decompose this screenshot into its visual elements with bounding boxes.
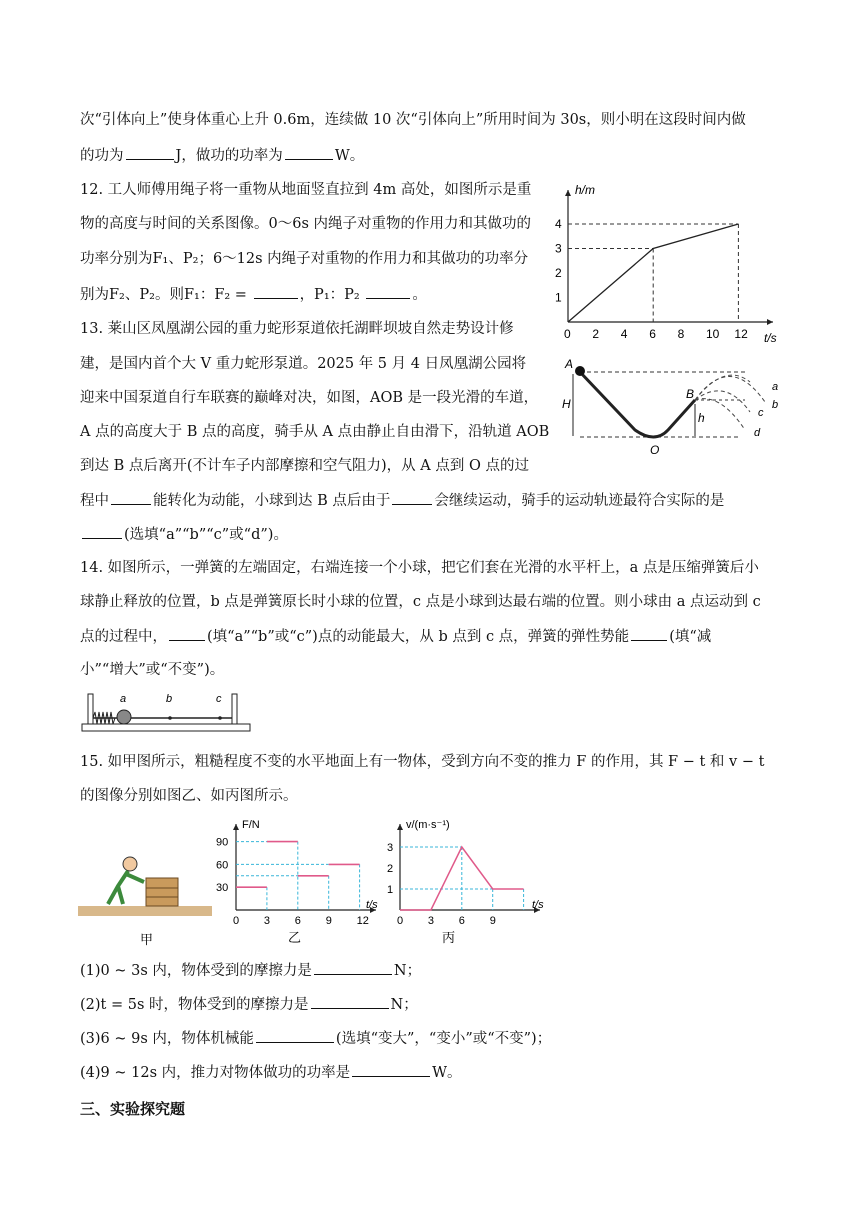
intro-text: 的功为 bbox=[80, 148, 124, 164]
label-b: b bbox=[772, 399, 779, 411]
x-axis-label: t/s bbox=[764, 331, 777, 345]
q14-text: (填“减 bbox=[669, 629, 712, 645]
box bbox=[146, 878, 178, 906]
q15-text: (选填“变大”，“变小”或“不变”)； bbox=[335, 1031, 552, 1047]
x-tick-label: 0 bbox=[564, 327, 571, 341]
y-tick-label: 2 bbox=[555, 266, 562, 280]
track-figure bbox=[560, 352, 790, 462]
y-arrow bbox=[565, 190, 571, 196]
y-axis-label: h/m bbox=[575, 183, 596, 197]
label-B: B bbox=[686, 387, 695, 401]
label-b: b bbox=[166, 693, 173, 705]
q13-line-1: 13. 莱山区凤凰湖公园的重力蛇形泵道依托湖畔坝坡自然走势设计修 bbox=[80, 321, 514, 337]
x-tick-label: 9 bbox=[325, 915, 332, 927]
answer-blank[interactable] bbox=[366, 284, 410, 299]
y-tick-label: 60 bbox=[216, 859, 229, 872]
answer-blank[interactable] bbox=[254, 284, 298, 299]
intro-line-2 bbox=[80, 145, 364, 166]
q12-line-3: 功率分别为F₁、P₂；6～12s 内绳子对重物的作用力和其做功的功率分 bbox=[80, 251, 529, 267]
answer-blank[interactable] bbox=[256, 1028, 334, 1043]
y-tick-label: 3 bbox=[555, 241, 562, 256]
q15-text: (4)9 ~ 12s 内，推力对物体做功的功率是 bbox=[80, 1065, 351, 1081]
answer-blank[interactable] bbox=[169, 626, 205, 641]
x-axis-label: t/s bbox=[366, 899, 378, 911]
chart-guides bbox=[568, 224, 738, 322]
spring-figure bbox=[80, 688, 252, 734]
x-tick-label: 8 bbox=[677, 327, 685, 341]
label-d: d bbox=[754, 427, 761, 439]
q15-text: (2)t = 5s 时，物体受到的摩擦力是 bbox=[80, 997, 309, 1013]
y-tick-label: 30 bbox=[216, 882, 229, 895]
q13-line-5: 到达 B 点后离开(不计车子内部摩擦和空气阻力)，从 A 点到 O 点的过 bbox=[80, 458, 529, 474]
q12-text: 。 bbox=[412, 287, 427, 303]
height-time-chart bbox=[548, 176, 788, 354]
x-tick-label: 10 bbox=[706, 327, 720, 341]
track-aob bbox=[580, 372, 695, 437]
q13-text: 程中 bbox=[80, 493, 109, 509]
x-tick-label: 3 bbox=[263, 915, 271, 927]
q15-line-1: 15. 如甲图所示，粗糙程度不变的水平地面上有一物体，受到方向不变的推力 F 的作用，其 F − t 和 v − t bbox=[80, 754, 765, 770]
x-tick-label: 0 bbox=[397, 915, 404, 927]
answer-blank[interactable] bbox=[111, 490, 151, 505]
spring bbox=[93, 712, 115, 724]
y-tick-label: 1 bbox=[387, 884, 394, 896]
point-b bbox=[168, 716, 172, 720]
chart-axes bbox=[565, 190, 773, 325]
q13-line-2: 建，是国内首个大 V 重力蛇形泵道。2025 年 5 月 4 日凤凰湖公园将 bbox=[80, 356, 527, 372]
q12-line-1: 12. 工人师傅用绳子将一重物从地面竖直拉到 4m 高处，如图所示是重 bbox=[80, 182, 532, 198]
q12-line-4 bbox=[80, 284, 427, 305]
chart-axes bbox=[397, 824, 540, 913]
right-wall bbox=[232, 694, 237, 724]
answer-blank[interactable] bbox=[285, 145, 333, 160]
x-tick-label: 6 bbox=[294, 915, 301, 927]
answer-blank[interactable] bbox=[352, 1062, 430, 1077]
chart-ticks bbox=[216, 837, 369, 927]
push-figure bbox=[78, 838, 214, 948]
q13-text: 会继续运动，骑手的运动轨迹最符合实际的是 bbox=[434, 493, 725, 509]
answer-blank[interactable] bbox=[82, 524, 122, 539]
chart-ticks bbox=[387, 842, 496, 927]
figure-caption-bing: 丙 bbox=[442, 930, 456, 945]
q15-sub-1 bbox=[80, 960, 421, 981]
q15-sub-3 bbox=[80, 1028, 551, 1049]
y-tick-label: 2 bbox=[387, 863, 394, 875]
label-h: h bbox=[698, 411, 705, 425]
intro-text: J，做功的功率为 bbox=[175, 148, 283, 164]
label-a: a bbox=[772, 381, 779, 393]
intro-text: W。 bbox=[334, 148, 365, 164]
trajectory-a bbox=[695, 375, 750, 400]
answer-blank[interactable] bbox=[314, 960, 392, 975]
y-tick-label: 4 bbox=[555, 217, 562, 231]
q14-line-2: 球静止释放的位置，b 点是弹簧原长时小球的位置，c 点是小球到达最右端的位置。则小球由 a 点运动到 c bbox=[80, 594, 761, 610]
y-tick-label: 1 bbox=[555, 290, 562, 305]
ball bbox=[117, 710, 131, 724]
answer-blank[interactable] bbox=[392, 490, 432, 505]
q13-line-3: 迎来中国泵道自行车联赛的巅峰对决，如图，AOB 是一段光滑的车道， bbox=[80, 390, 539, 406]
chart-guides bbox=[236, 842, 360, 910]
q15-text: W。 bbox=[432, 1065, 462, 1081]
q15-text: (3)6 ~ 9s 内，物体机械能 bbox=[80, 1031, 254, 1047]
person-body bbox=[108, 871, 144, 904]
x-arrow bbox=[767, 319, 773, 325]
figure-caption-yi: 乙 bbox=[288, 930, 302, 945]
q15-sub-2 bbox=[80, 994, 418, 1015]
label-c: c bbox=[758, 407, 764, 419]
x-tick-label: 0 bbox=[233, 915, 240, 927]
rider-ball bbox=[575, 366, 585, 376]
y-axis-label: F/N bbox=[242, 819, 260, 831]
q13-text: (选填“a”“b”“c”或“d”)。 bbox=[124, 527, 288, 543]
person-head bbox=[123, 857, 137, 871]
left-wall bbox=[88, 694, 93, 724]
q12-text: 别为F₂、P₂。则F₁：F₂ = bbox=[80, 287, 252, 303]
point-c bbox=[218, 716, 222, 720]
q12-text: ，P₁：P₂ bbox=[299, 287, 365, 303]
chart-guides bbox=[400, 847, 524, 910]
y-arrow bbox=[233, 824, 239, 830]
q14-line-1: 14. 如图所示，一弹簧的左端固定，右端连接一个小球，把它们套在光滑的水平杆上，a 点是压缩弹簧后小 bbox=[80, 560, 759, 576]
q13-line-6 bbox=[80, 490, 724, 511]
q15-line-2: 的图像分别如图乙、如丙图所示。 bbox=[80, 788, 298, 804]
chart-axes bbox=[233, 824, 376, 913]
answer-blank[interactable] bbox=[631, 626, 667, 641]
q14-line-3 bbox=[80, 626, 711, 647]
q13-line-7 bbox=[80, 524, 288, 545]
figure-caption-jia: 甲 bbox=[140, 932, 154, 947]
x-tick-label: 6 bbox=[458, 915, 465, 927]
q15-sub-4 bbox=[80, 1062, 462, 1083]
label-c: c bbox=[216, 693, 222, 705]
x-axis-label: t/s bbox=[532, 899, 544, 911]
label-H: H bbox=[562, 397, 571, 411]
x-tick-label: 3 bbox=[427, 915, 435, 927]
q13-line-4: A 点的高度大于 B 点的高度，骑手从 A 点由静止自由滑下，沿轨道 AOB bbox=[80, 424, 550, 440]
q15-text: N； bbox=[390, 997, 418, 1013]
y-tick-label: 3 bbox=[387, 842, 394, 854]
base-plate bbox=[82, 724, 250, 731]
answer-blank[interactable] bbox=[126, 145, 174, 160]
ground bbox=[78, 906, 212, 916]
y-arrow bbox=[397, 824, 403, 830]
section-title: 三、实验探究题 bbox=[80, 1100, 186, 1118]
force-time-chart bbox=[214, 814, 384, 948]
y-tick-label: 90 bbox=[216, 836, 229, 849]
label-a: a bbox=[120, 693, 127, 705]
x-tick-label: 12 bbox=[356, 915, 369, 927]
q15-text: N； bbox=[393, 963, 422, 979]
q13-text: 能转化为动能，小球到达 B 点后由于 bbox=[153, 493, 391, 509]
x-tick-label: 2 bbox=[592, 327, 600, 341]
q14-text: (填“a”“b”或“c”)点的动能最大，从 b 点到 c 点，弹簧的弹性势能 bbox=[207, 629, 630, 645]
label-A: A bbox=[565, 357, 574, 371]
x-tick-label: 12 bbox=[734, 327, 748, 341]
q14-text: 点的过程中， bbox=[80, 629, 167, 645]
x-tick-label: 6 bbox=[649, 327, 656, 341]
x-tick-label: 9 bbox=[489, 915, 496, 927]
q15-text: (1)0 ~ 3s 内，物体受到的摩擦力是 bbox=[80, 963, 312, 979]
answer-blank[interactable] bbox=[311, 994, 389, 1009]
velocity-time-chart bbox=[380, 814, 550, 948]
trajectory-c bbox=[695, 391, 750, 412]
q12-line-2: 物的高度与时间的关系图像。0～6s 内绳子对重物的作用力和其做功的 bbox=[80, 216, 531, 232]
y-axis-label: v/(m·s⁻¹) bbox=[406, 819, 450, 831]
q14-line-4: 小”“增大”或“不变”)。 bbox=[80, 662, 225, 678]
label-O: O bbox=[650, 443, 660, 457]
x-tick-label: 4 bbox=[620, 327, 628, 341]
intro-line-1: 次“引体向上”使身体重心上升 0.6m，连续做 10 次“引体向上”所用时间为 30s，则小明在这段时间内做 bbox=[80, 112, 746, 128]
